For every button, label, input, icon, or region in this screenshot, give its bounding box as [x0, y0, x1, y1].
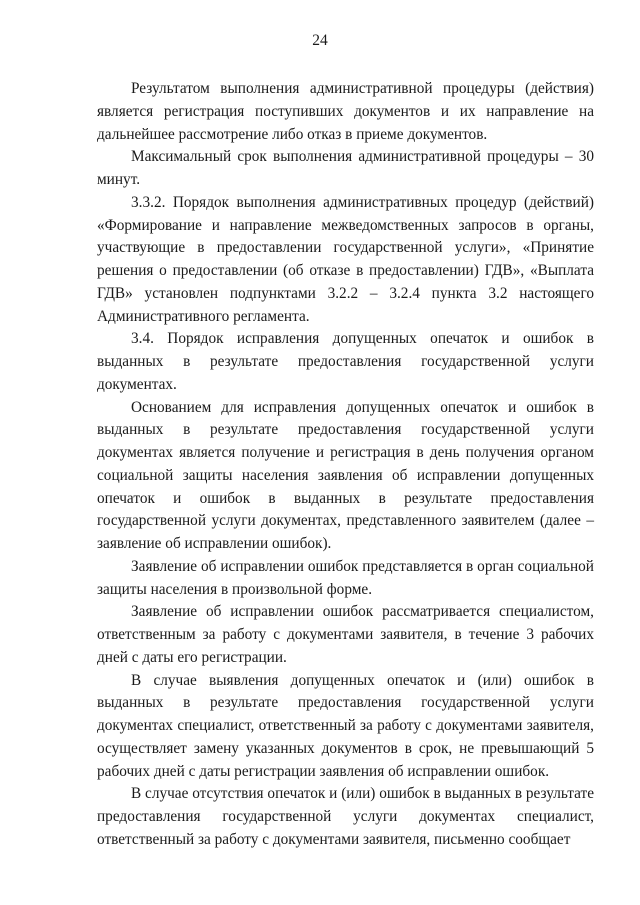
paragraph-correction-review: Заявление об исправлении ошибок рассматривается специалистом, ответственным за работу с документами заявителя, в течение 3 рабочих дней с даты его регистрации.	[97, 603, 594, 666]
paragraph-section-3-3-2: 3.3.2. Порядок выполнения административных процедур (действий) «Формирование и направление межведомственных запросов в органы, участвующие в предоставлении государственной услуги», «Принятие решения о предоставлении (об отказе в предоставлении) ГДВ», «Выплата ГДВ» установлен подпунктами 3.2.2 – 3.2.4 пункта 3.2 настоящего Административного регламента.	[97, 193, 594, 325]
paragraph-no-errors: В случае отсутствия опечаток и (или) ошибок в выданных в результате предоставления государственной услуги документах специалист, ответственный за работу с документами заявителя, письменно сообщает	[97, 785, 594, 848]
paragraph-procedure-result: Результатом выполнения административной процедуры (действия) является регистрация поступивших документов и их направление на дальнейшее рассмотрение либо отказ в приеме документов.	[97, 80, 594, 143]
document-body	[97, 78, 594, 852]
paragraph-errors-found: В случае выявления допущенных опечаток и (или) ошибок в выданных в результате предоставления государственной услуги документах специалист, ответственный за работу с документами заявителя, осуществляет замену указанных документов в срок, не превышающий 5 рабочих дней с даты регистрации заявления об исправлении ошибок.	[97, 671, 594, 780]
paragraph-correction-basis: Основанием для исправления допущенных опечаток и ошибок в выданных в результате предоставления государственной услуги документах является получение и регистрация в день получения органом социальной защиты населения заявления об исправлении допущенных опечаток и ошибок в выданных в результате предоставления государственной услуги документах, представленного заявителем (далее – заявление об исправлении ошибок).	[97, 398, 594, 552]
paragraph-correction-submission: Заявление об исправлении ошибок представляется в орган социальной защиты населения в произвольной форме.	[97, 557, 594, 598]
page-number: 24	[312, 32, 328, 49]
paragraph-max-duration: Максимальный срок выполнения административной процедуры – 30 минут.	[97, 148, 594, 188]
paragraph-section-3-4: 3.4. Порядок исправления допущенных опечаток и ошибок в выданных в результате предоставления государственной услуги документах.	[97, 330, 594, 393]
